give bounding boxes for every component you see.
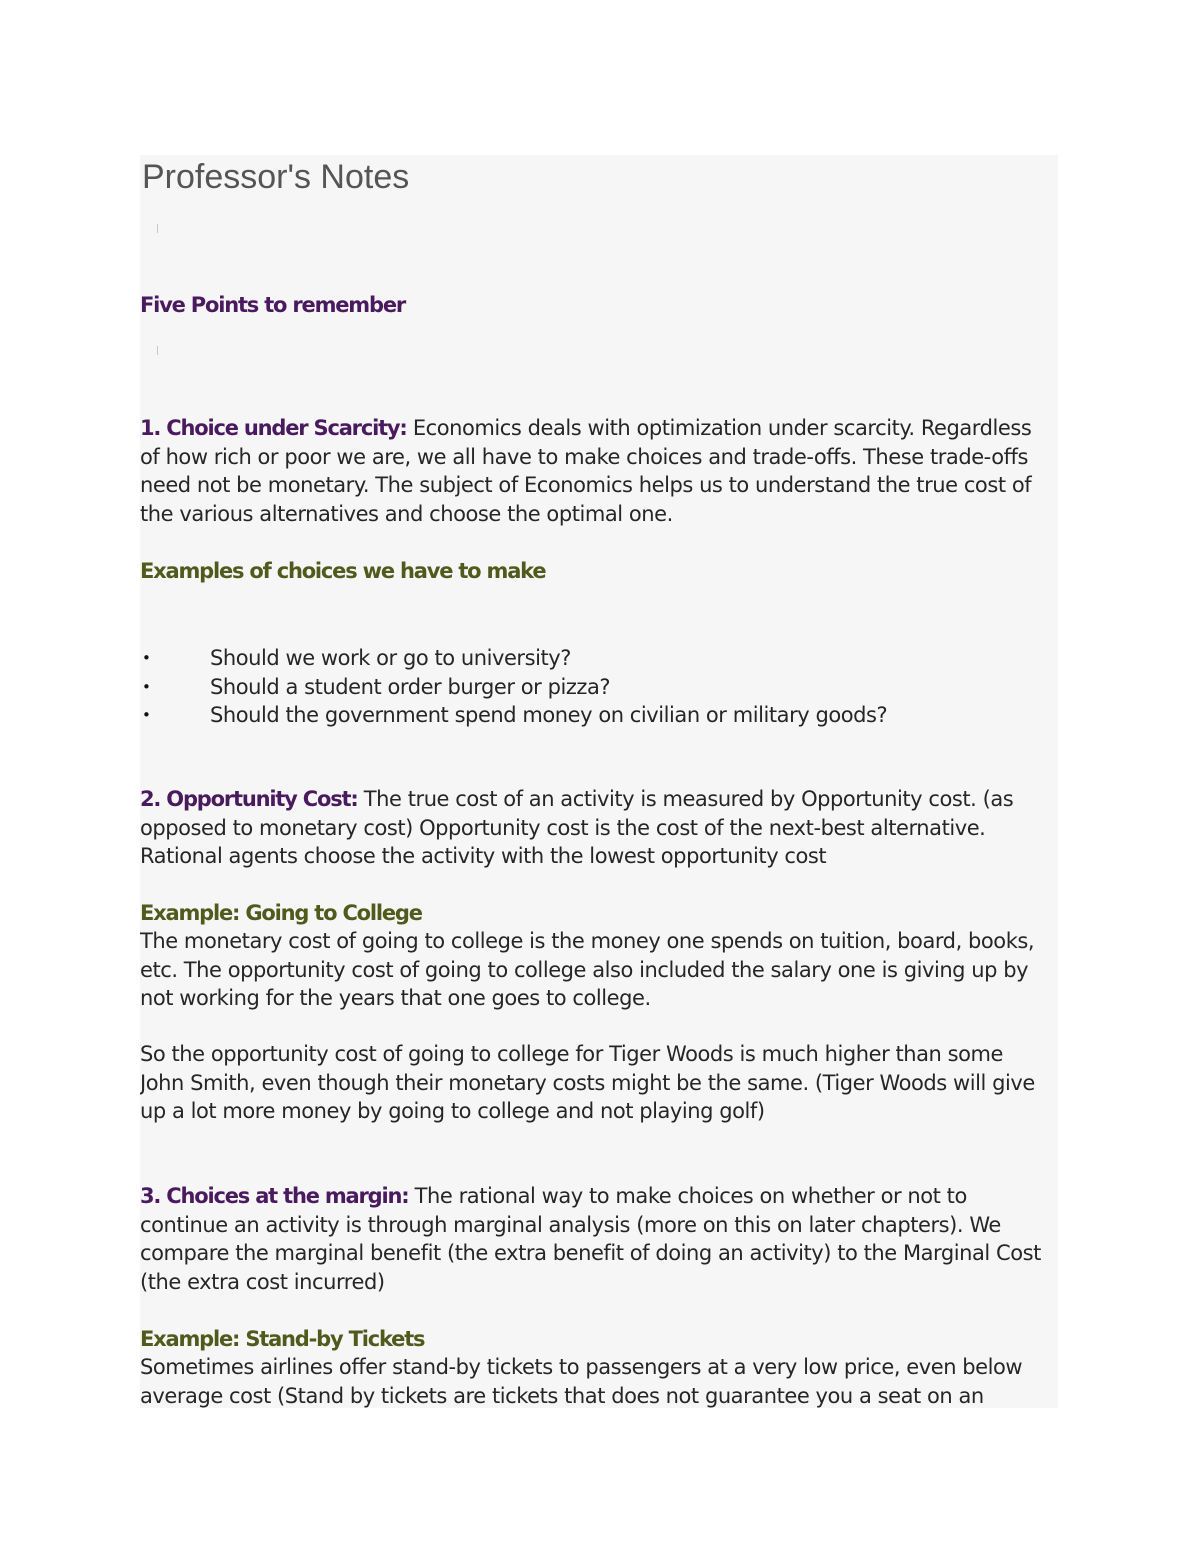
point-1-paragraph	[140, 414, 1052, 528]
list-item-text: Should a student order burger or pizza?	[210, 674, 611, 699]
notes-panel	[140, 155, 1058, 1408]
point-2-paragraph	[140, 785, 1052, 871]
example-college-paragraph-1: The monetary cost of going to college is the money one spends on tuition, board, books, etc. The opportunity cost of going to college also included the salary one is giving up by not working for the years that one goes to college.	[140, 929, 1035, 1010]
point-2-lead: 2. Opportunity Cost:	[140, 787, 358, 811]
example-college-paragraph-2: So the opportunity cost of going to college for Tiger Woods is much higher than some John Smith, even though their monetary costs might be the same. (Tiger Woods will give up a lot more money by going to college and not playing golf)	[140, 1042, 1035, 1123]
point-3-text: The rational way to make choices on whether or not to continue an activity is through marginal analysis (more on this on later chapters). We compare the marginal benefit (the extra benefit of doing an activity) to the Marginal Cost (the extra cost incurred)	[140, 1184, 1041, 1294]
point-1-lead: 1. Choice under Scarcity:	[140, 416, 407, 440]
examples-heading: Examples of choices we have to make	[140, 559, 546, 583]
bullet-icon: •	[142, 706, 151, 724]
example-standby-heading: Example: Stand-by Tickets	[140, 1327, 425, 1351]
point-3-lead: 3. Choices at the margin:	[140, 1184, 409, 1208]
example-standby-paragraph: Sometimes airlines offer stand-by tickets to passengers at a very low price, even below average cost (Stand by tickets are tickets that does not guarantee you a seat on an	[140, 1355, 1023, 1408]
list-item	[140, 644, 887, 673]
text-cursor-mark	[157, 346, 158, 355]
list-item	[140, 673, 887, 702]
list-item-text: Should the government spend money on civilian or military goods?	[210, 703, 888, 727]
page-title: Professor's Notes	[142, 158, 410, 196]
point-3-paragraph	[140, 1182, 1052, 1296]
point-2-text: The true cost of an activity is measured by Opportunity cost. (as opposed to monetary cost) Opportunity cost is the cost of the next-best alternative. Rational agents choose the activity with the lowest opportunity cost	[140, 787, 1014, 868]
examples-list	[140, 644, 887, 730]
point-1-text: Economics deals with optimization under scarcity. Regardless of how rich or poor we are, we all have to make choices and trade-offs. These trade-offs need not be monetary. The subject of Economics helps us to understand the true cost of the various alternatives and choose the optimal one.	[140, 416, 1032, 526]
list-item	[140, 701, 887, 730]
example-college-heading: Example: Going to College	[140, 901, 422, 925]
list-item-text: Should we work or go to university?	[210, 646, 571, 670]
bullet-icon: •	[142, 649, 151, 667]
bullet-icon: •	[142, 677, 151, 696]
five-points-heading: Five Points to remember	[140, 293, 406, 317]
text-cursor-mark	[157, 224, 158, 233]
